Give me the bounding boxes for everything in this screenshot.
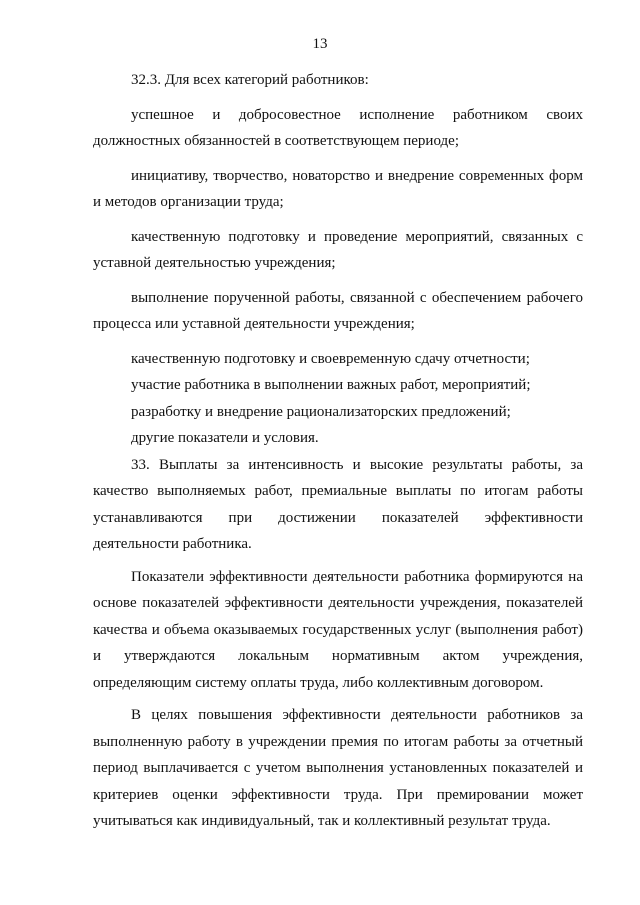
paragraph-indicators: Показатели эффективности деятельности работника формируются на основе показателей эффективности деятельности учреждения, показателей качества и объема оказываемых государственных услуг (выполнения работ) и утверждаются локальным нормативным актом учреждения, определяющим систему оплаты труда, либо коллективным договором. xyxy=(93,568,583,691)
paragraph-criterion-6: участие работника в выполнении важных работ, мероприятий; xyxy=(131,377,531,393)
paragraph-criterion-3: качественную подготовку и проведение мероприятий, связанных с уставной деятельностью учреждения; xyxy=(93,228,583,271)
paragraph-criterion-5: качественную подготовку и своевременную сдачу отчетности; xyxy=(131,350,530,367)
paragraph-32-3-heading: 32.3. Для всех категорий работников: xyxy=(131,72,369,88)
paragraph-criterion-4: выполнение порученной работы, связанной с обеспечением рабочего процесса или уставной деятельности учреждения; xyxy=(93,289,583,332)
paragraph-criterion-1: успешное и добросовестное исполнение работником своих должностных обязанностей в соответствующем периоде; xyxy=(93,106,583,149)
paragraph-criterion-7: разработку и внедрение рационализаторских предложений; xyxy=(131,403,511,420)
document-body xyxy=(93,67,583,835)
page-number: 13 xyxy=(312,36,328,52)
paragraph-criterion-8: другие показатели и условия. xyxy=(131,430,319,446)
paragraph-criterion-2: инициативу, творчество, новаторство и внедрение современных форм и методов организации труда; xyxy=(93,167,583,210)
paragraph-33: 33. Выплаты за интенсивность и высокие результаты работы, за качество выполняемых работ, премиальные выплаты по итогам работы устанавливаются при достижении показателей эффективности деятельности работника. xyxy=(93,456,583,552)
paragraph-bonus: В целях повышения эффективности деятельности работников за выполненную работу в учреждении премия по итогам работы за отчетный период выплачивается с учетом выполнения установленных показателей и критериев оценки эффективности труда. При премировании может учитываться как индивидуальный, так и коллективный результат труда. xyxy=(93,707,583,829)
